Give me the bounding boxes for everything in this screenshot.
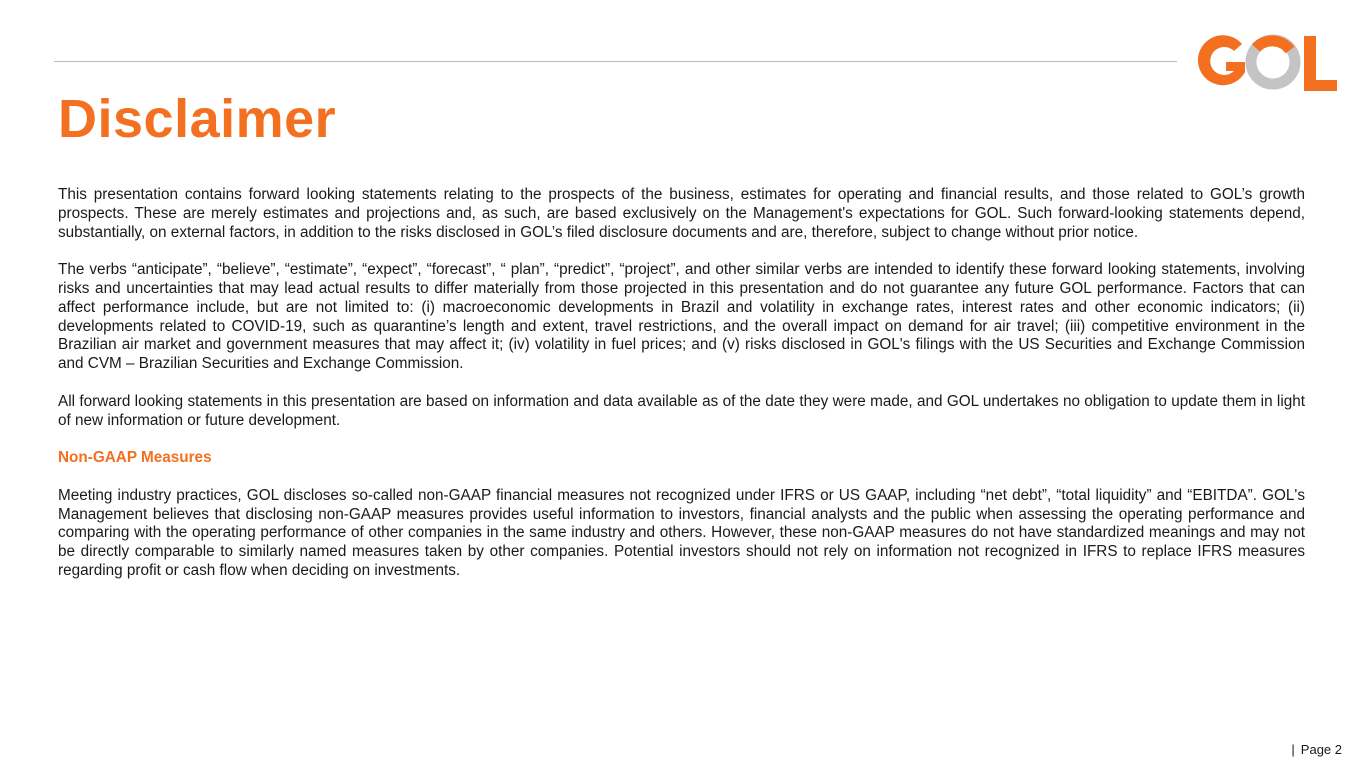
disclaimer-paragraph-3: All forward looking statements in this presentation are based on information and data available as of the date they were made, and GOL undertakes no obligation to update them in light of new information or future development. — [58, 392, 1305, 429]
disclaimer-paragraph-1: This presentation contains forward looking statements relating to the prospects of the business, estimates for operating and financial results, and those related to GOL’s growth prospects. These are merely estimates and projections and, as such, are based exclusively on the Management's expectations for GOL. Such forward-looking statements depend, substantially, on external factors, in addition to the risks disclosed in GOL’s filed disclosure documents and are, therefore, subject to change without prior notice. — [58, 186, 1305, 241]
page-title: Disclaimer — [58, 89, 337, 149]
non-gaap-heading: Non-GAAP Measures — [58, 449, 212, 467]
footer-separator: | — [1291, 742, 1295, 757]
disclaimer-body — [58, 186, 1305, 600]
non-gaap-paragraph: Meeting industry practices, GOL discloses so-called non-GAAP financial measures not recognized under IFRS or US GAAP, including “net debt”, “total liquidity” and “EBITDA”. GOL's Management believes that disclosing non-GAAP measures provides useful information to investors, financial analysts and the public when assessing the operating performance and comparing with the operating performance of other companies in the same industry and others. However, these non-GAAP measures do not have standardized meanings and may not be directly comparable to similarly named measures taken by other companies. Potential investors should not rely on information not recognized in IFRS to replace IFRS measures regarding profit or cash flow when deciding on investments. — [58, 486, 1305, 579]
gol-logo — [1190, 28, 1340, 96]
page-number: Page 2 — [1300, 742, 1342, 757]
disclaimer-paragraph-2: The verbs “anticipate”, “believe”, “estimate”, “expect”, “forecast”, “ plan”, “predict”, “project”, and other similar verbs are intended to identify these forward looking statements, involving risks and uncertainties that may lead actual results to differ materially from those projected in this presentation and do not guarantee any future GOL performance. Factors that can affect performance include, but are not limited to: (i) macroeconomic developments in Brazil and volatility in exchange rates, interest rates and other economic indicators; (ii) developments related to COVID-19, such as quarantine’s length and extent, travel restrictions, and the overall impact on demand for air travel; (iii) competitive environment in the Brazilian air market and government measures that may affect it; (iv) volatility in fuel prices; and (v) risks disclosed in GOL's filings with the US Securities and Exchange Commission and CVM – Brazilian Securities and Exchange Commission. — [58, 261, 1305, 373]
header-rule — [54, 61, 1177, 62]
page-footer — [1291, 742, 1342, 757]
